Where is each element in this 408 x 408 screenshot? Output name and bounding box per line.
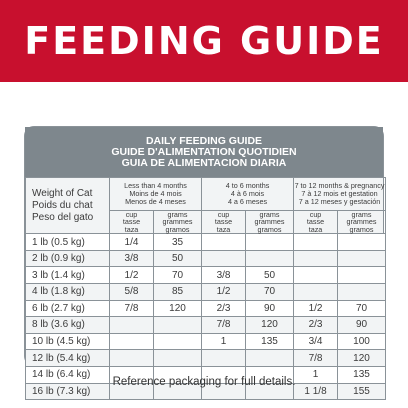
weight-cell: 10 lb (4.5 kg) [26, 333, 110, 350]
grams-cell: 135 [338, 366, 386, 383]
unit-grams-1 [154, 211, 202, 234]
grams-cell: 50 [154, 250, 202, 267]
age-1-fr: Moins de 4 mois [129, 189, 182, 198]
cup-cell: 5/8 [110, 284, 154, 301]
grams-es: gramos [349, 224, 374, 234]
table-row [26, 234, 386, 251]
table-row [26, 284, 386, 301]
grams-cell [246, 234, 294, 251]
cup-fr: tasse [122, 217, 141, 227]
cup-cell: 7/8 [294, 350, 338, 367]
age-group-2 [202, 178, 294, 211]
cup-cell: 1/2 [110, 267, 154, 284]
cup-cell: 1/2 [294, 300, 338, 317]
cup-en: cup [217, 210, 230, 219]
cup-es: taza [216, 224, 231, 234]
cup-cell [202, 350, 246, 367]
age-group-1 [110, 178, 202, 211]
age-3-es: 7 a 12 meses y gestación [298, 197, 381, 206]
cup-cell: 3/4 [294, 333, 338, 350]
grams-cell: 70 [246, 284, 294, 301]
grams-en: grams [167, 210, 188, 219]
grams-cell: 100 [338, 333, 386, 350]
card-title-en: DAILY FEEDING GUIDE [145, 134, 263, 147]
table-row [26, 250, 386, 267]
cup-cell: 3/8 [110, 250, 154, 267]
table-row [26, 333, 386, 350]
unit-grams-3 [338, 211, 386, 234]
cup-cell [294, 267, 338, 284]
grams-cell [338, 250, 386, 267]
cup-cell: 1 [202, 333, 246, 350]
cup-cell [110, 333, 154, 350]
weight-cell: 12 lb (5.4 kg) [26, 350, 110, 367]
card-title-fr: GUIDE D'ALIMENTATION QUOTIDIEN [111, 145, 297, 158]
grams-cell: 70 [338, 300, 386, 317]
grams-cell [154, 350, 202, 367]
cup-cell: 7/8 [110, 300, 154, 317]
grams-cell [154, 333, 202, 350]
grams-cell: 155 [338, 383, 386, 400]
grams-fr: grammes [162, 217, 193, 227]
feeding-table [25, 177, 386, 400]
weight-cell: 14 lb (6.4 kg) [26, 366, 110, 383]
weight-header-es: Peso del gato [32, 211, 94, 223]
banner-title: FEEDING GUIDE [24, 19, 384, 63]
unit-cup-3 [294, 211, 338, 234]
cup-cell: 1 [294, 366, 338, 383]
weight-cell: 16 lb (7.3 kg) [26, 383, 110, 400]
cup-en: cup [125, 210, 138, 219]
banner-inner [0, 0, 408, 82]
age-group-3 [294, 178, 386, 211]
weight-header-en: Weight of Cat [32, 187, 93, 199]
footer-note: Reference packaging for full details. [112, 376, 296, 388]
grams-cell [246, 350, 294, 367]
table-body [26, 234, 386, 400]
cup-fr: tasse [306, 217, 325, 227]
grams-cell: 90 [338, 317, 386, 334]
age-1-es: Menos de 4 meses [125, 197, 186, 206]
age-1-en: Less than 4 months [124, 181, 187, 190]
age-header-row [26, 178, 386, 211]
grams-cell [338, 234, 386, 251]
weight-header [26, 178, 110, 234]
grams-cell: 85 [154, 284, 202, 301]
grams-cell [338, 284, 386, 301]
cup-cell [294, 284, 338, 301]
cup-cell [202, 234, 246, 251]
grams-cell: 120 [154, 300, 202, 317]
grams-cell: 135 [246, 333, 294, 350]
weight-cell: 8 lb (3.6 kg) [26, 317, 110, 334]
grams-es: gramos [165, 224, 190, 234]
grams-es: gramos [257, 224, 282, 234]
table-row [26, 300, 386, 317]
cup-cell: 1 1/8 [294, 383, 338, 400]
cup-es: taza [124, 224, 139, 234]
weight-header-fr: Poids du chat [32, 199, 93, 211]
weight-cell: 2 lb (0.9 kg) [26, 250, 110, 267]
cup-es: taza [308, 224, 323, 234]
cup-cell [294, 234, 338, 251]
cup-cell: 1/4 [110, 234, 154, 251]
weight-cell: 3 lb (1.4 kg) [26, 267, 110, 284]
grams-fr: grammes [254, 217, 285, 227]
cup-cell [202, 250, 246, 267]
cup-cell [110, 317, 154, 334]
age-2-fr: 4 à 6 mois [230, 189, 265, 198]
card-header [25, 127, 383, 177]
grams-cell [246, 250, 294, 267]
grams-cell: 120 [338, 350, 386, 367]
table-row [26, 317, 386, 334]
age-3-en: 7 to 12 months & pregnancy [294, 181, 385, 190]
cup-cell: 2/3 [202, 300, 246, 317]
cup-en: cup [309, 210, 322, 219]
cup-cell: 3/8 [202, 267, 246, 284]
cup-cell [294, 250, 338, 267]
grams-cell: 50 [246, 267, 294, 284]
grams-cell: 70 [154, 267, 202, 284]
grams-cell: 35 [154, 234, 202, 251]
grams-cell: 90 [246, 300, 294, 317]
card-title-es: GUIA DE ALIMENTACION DIARIA [121, 156, 287, 169]
grams-fr: grammes [346, 217, 377, 227]
unit-cup-2 [202, 211, 246, 234]
cup-cell: 7/8 [202, 317, 246, 334]
weight-cell: 6 lb (2.7 kg) [26, 300, 110, 317]
grams-cell: 120 [246, 317, 294, 334]
age-3-fr: 7 à 12 mois et gestation [301, 189, 378, 198]
weight-cell: 4 lb (1.8 kg) [26, 284, 110, 301]
cup-fr: tasse [214, 217, 233, 227]
unit-grams-2 [246, 211, 294, 234]
grams-cell [338, 267, 386, 284]
age-2-es: 4 a 6 meses [227, 197, 268, 206]
cup-cell: 1/2 [202, 284, 246, 301]
unit-cup-1 [110, 211, 154, 234]
grams-cell [154, 317, 202, 334]
cup-cell: 2/3 [294, 317, 338, 334]
banner [0, 0, 408, 82]
grams-en: grams [351, 210, 372, 219]
cup-cell [110, 350, 154, 367]
weight-cell: 1 lb (0.5 kg) [26, 234, 110, 251]
grams-en: grams [259, 210, 280, 219]
age-2-en: 4 to 6 months [225, 181, 270, 190]
table-row [26, 350, 386, 367]
table-row [26, 267, 386, 284]
